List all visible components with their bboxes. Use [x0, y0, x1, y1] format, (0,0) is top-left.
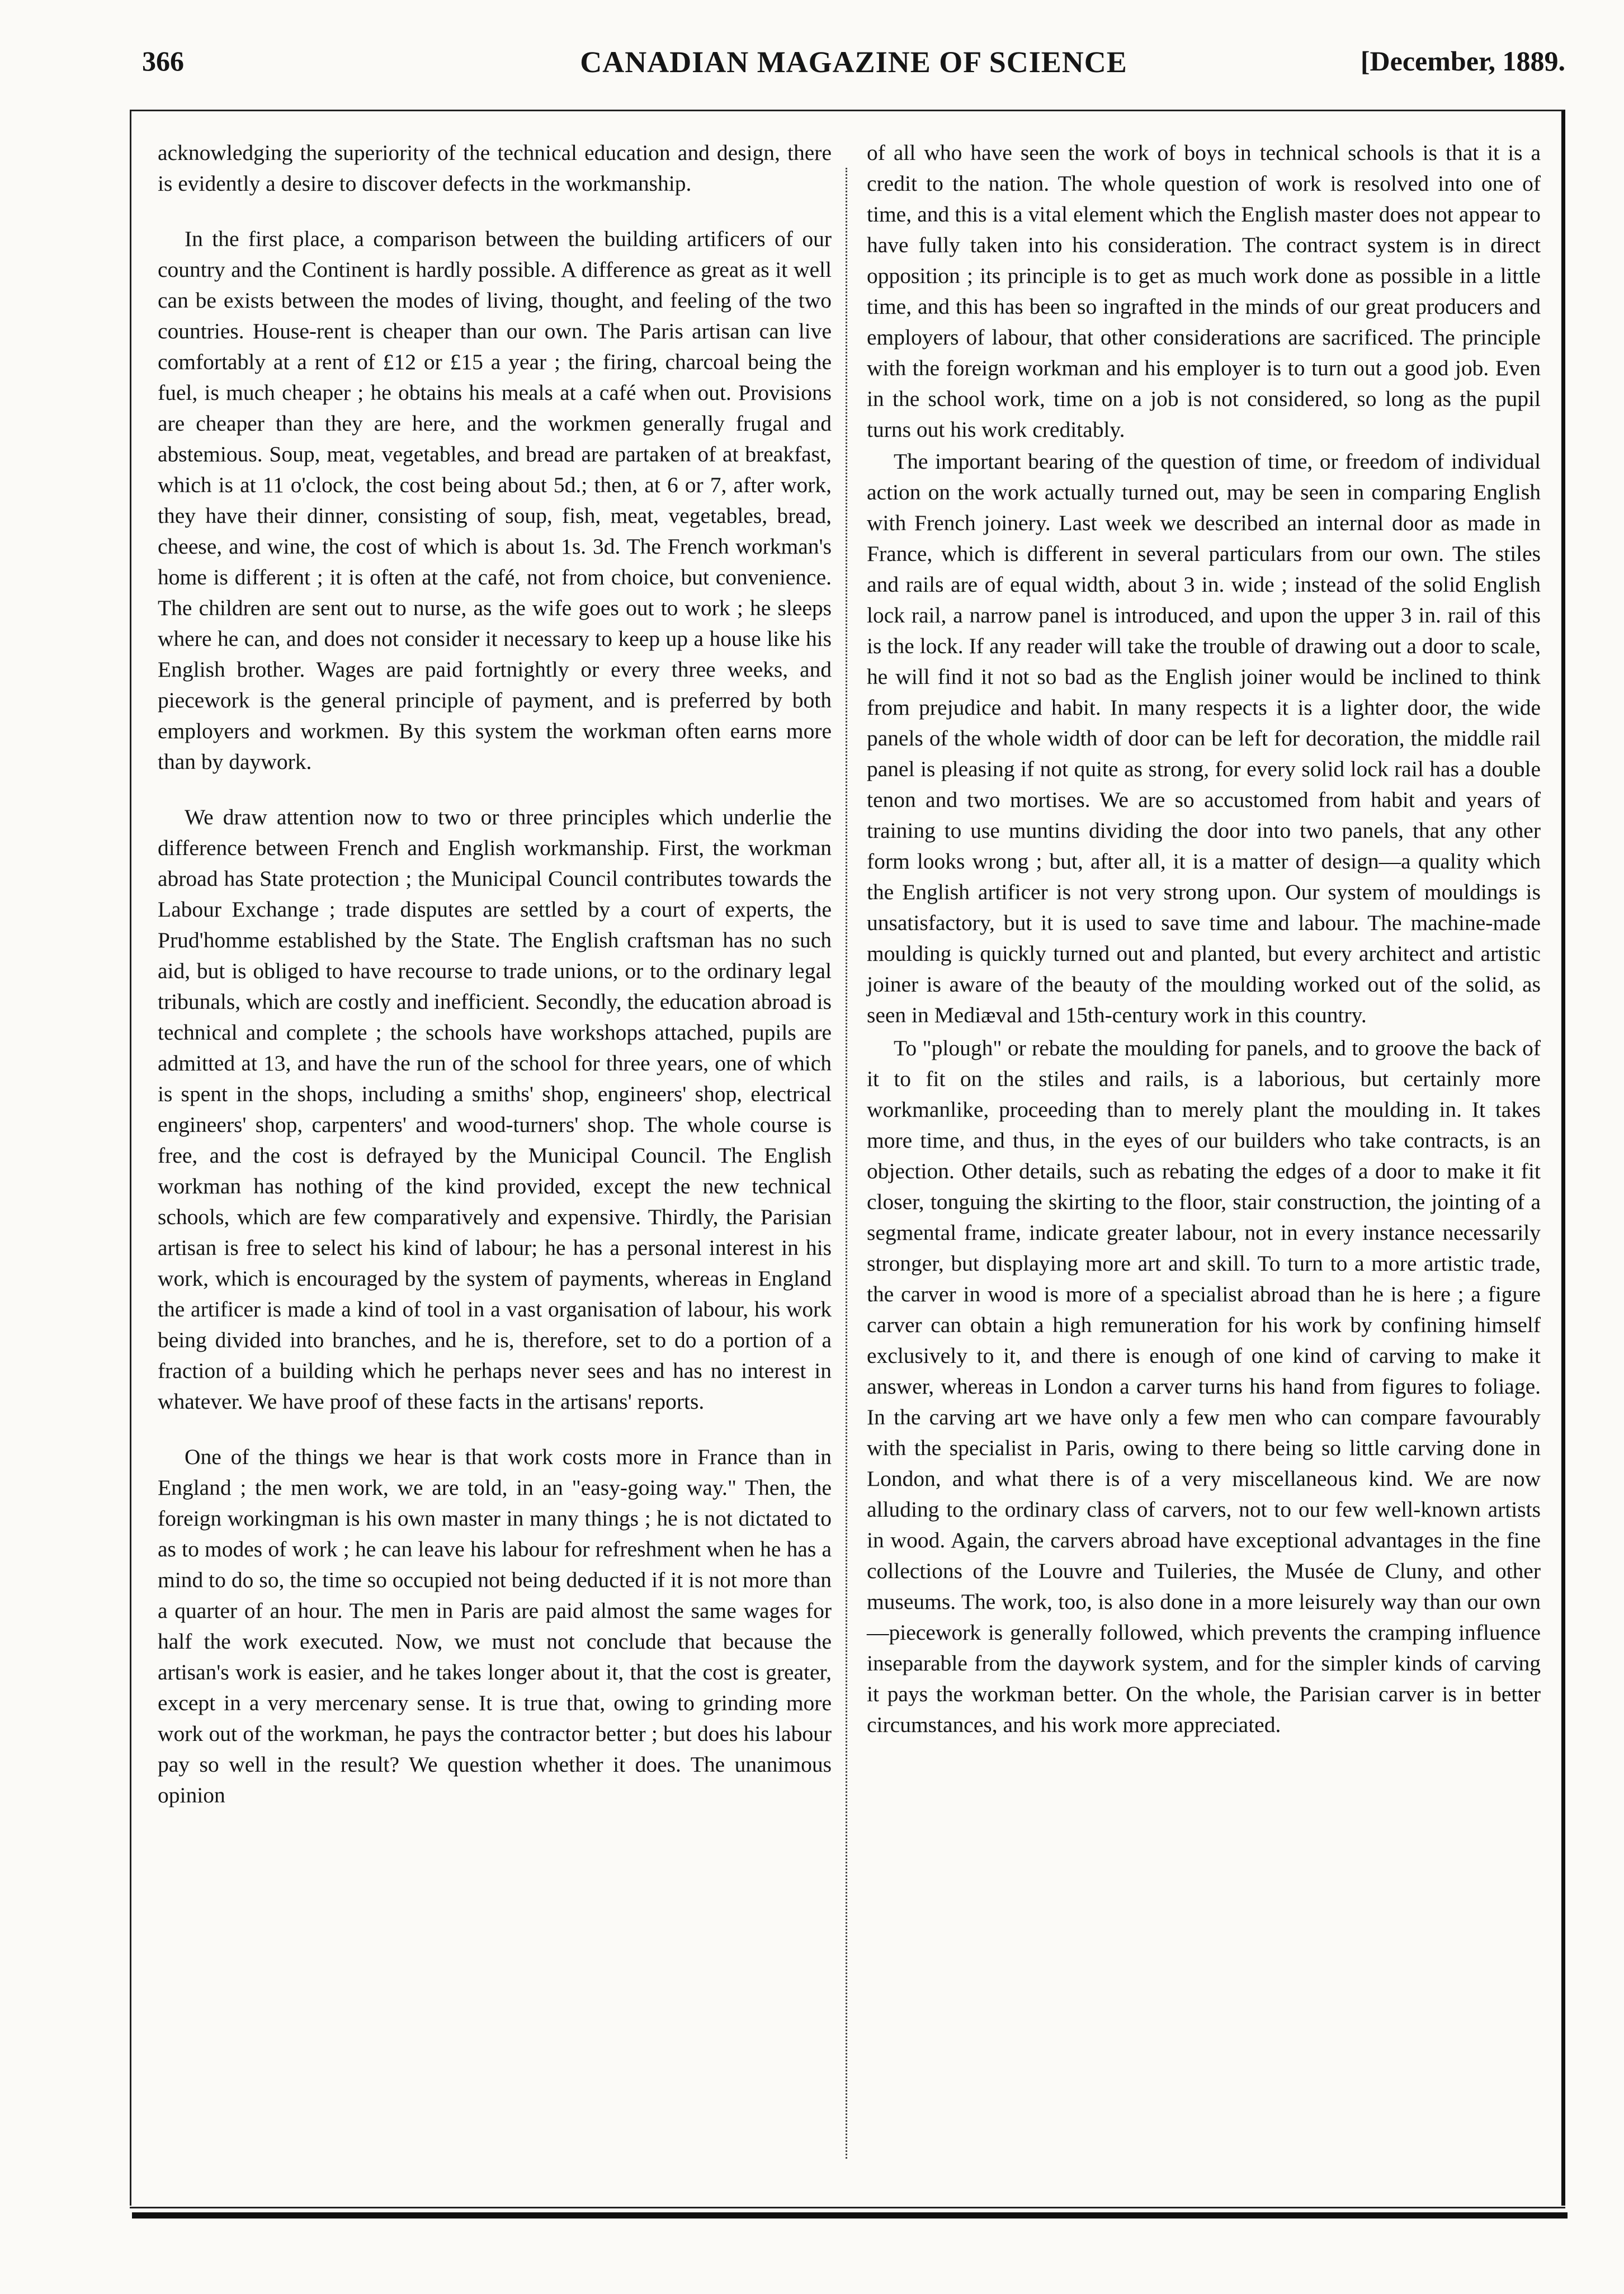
page-number: 366	[142, 45, 184, 77]
running-header	[142, 45, 1565, 84]
column-divider	[846, 168, 847, 2159]
bottom-rule-thick	[132, 2212, 1568, 2219]
paragraph: of all who have seen the work of boys in technical schools is that it is a credit to the nation. The whole question of work is resolved into one of time, and this is a vital element which the English master does not appear to have fully taken into his consideration. The contract system is in direct opposition ; its principle is to get as much work done as possible in a little time, and this has been so ingrafted in the minds of our great producers and employers of labour, that other considerations are sacrificed. The principle with the foreign workman and his employer is to turn out a good job. Even in the school work, time on a job is not considered, so long as the pupil turns out his work creditably.	[867, 140, 1541, 442]
issue-date: [December, 1889.	[1360, 45, 1565, 77]
right-column	[867, 138, 1541, 1740]
left-column	[158, 138, 832, 1811]
paragraph: We draw attention now to two or three principles which underlie the difference between French and English workmanship. First, the workman abroad has State protection ; the Municipal Council contributes towards the Labour Exchange ; trade disputes are settled by a court of experts, the Prud'homme established by the State. The English craftsman has no such aid, but is obliged to have recourse to trade unions, or to the ordinary legal tribunals, which are costly and inefficient. Secondly, the education abroad is technical and complete ; the schools have workshops attached, pupils are admitted at 13, and have the run of the school for three years, one of which is spent in the shops, including a smiths' shop, engineers' shop, electrical engineers' shop, carpenters' and wood-turners' shop. The whole course is free, and the cost is defrayed by the Municipal Council. The English workman has nothing of the kind provided, except the new technical schools, which are few comparatively and expensive. Thirdly, the Parisian artisan is free to select his kind of labour; he has a personal interest in his work, which is encouraged by the system of payments, whereas in England the artificer is made a kind of tool in a vast organisation of labour, his work being divided into branches, and he is, therefore, set to do a portion of a fraction of a building which he perhaps never sees and has no interest in whatever. We have proof of these facts in the artisans' reports.	[158, 805, 832, 1414]
magazine-title: CANADIAN MAGAZINE OF SCIENCE	[580, 45, 1127, 79]
paragraph: To "plough" or rebate the moulding for panels, and to groove the back of it to fit on the stiles and rails, is a laborious, but certainly more workmanlike, proceeding than to merely plant the moulding in. It takes more time, and thus, in the eyes of our builders who take contracts, is an objection. Other details, such as rebating the edges of a door to make it fit closer, tonguing the skirting to the floor, stair construction, the jointing of a segmental frame, indicate greater labour, not in every instance necessarily stronger, but displaying more art and skill. To turn to a more artistic trade, the carver in wood is more of a specialist abroad than he is here ; a figure carver can obtain a high remuneration for his work by confining himself exclusively to it, and there is enough of one kind of carving to make it answer, whereas in London a carver turns his hand from figures to foliage. In the carving art we have only a few men who can compare favourably with the specialist in Paris, owing to there being so little carving done in London, and what there is of a very miscellaneous kind. We are now alluding to the ordinary class of carvers, not to our few well-known artists in wood. Again, the carvers abroad have exceptional advantages in the fine collections of the Louvre and Tuileries, the Musée de Cluny, and other museums. The work, too, is also done in a more leisurely way than our own—piecework is generally followed, which prevents the cramping influence inseparable from the daywork system, and for the simpler kinds of carving it pays the workman better. On the whole, the Parisian carver is in better circumstances, and his work more appreciated.	[867, 1036, 1541, 1737]
paragraph: The important bearing of the question of time, or freedom of individual action on the work actually turned out, may be seen in comparing English with French joinery. Last week we described an internal door as made in France, which is different in several particulars from our own. The stiles and rails are of equal width, about 3 in. wide ; instead of the solid English lock rail, a narrow panel is introduced, and upon the upper 3 in. rail of this is the lock. If any reader will take the trouble of drawing out a door to scale, he will find it not so bad as the English joiner would be inclined to think from prejudice and habit. In many respects it is a lighter door, the wide panels of the whole width of door can be left for decoration, the middle rail panel is pleasing if not quite as strong, for every solid lock rail has a double tenon and two mortises. We are so accustomed from habit and years of training to use muntins dividing the door into two panels, that any other form looks wrong ; but, after all, it is a matter of design—a quality which the English artificer is not very strong upon. Our system of mouldings is unsatisfactory, but it is used to save time and labour. The machine-made moulding is quickly turned out and planted, but every architect and artistic joiner is aware of the beauty of the moulding worked out of the solid, as seen in Mediæval and 15th-century work in this country.	[867, 449, 1541, 1027]
bottom-rule-thin	[130, 2207, 1565, 2208]
paragraph: One of the things we hear is that work costs more in France than in England ; the men work, we are told, in an "easy-going way." Then, the foreign workingman is his own master in many things ; he is not dictated to as to modes of work ; he can leave his labour for refreshment when he has a mind to do so, the time so occupied not being deducted if it is not more than a quarter of an hour. The men in Paris are paid almost the same wages for half the work executed. Now, we must not conclude that because the artisan's work is easier, and he takes longer about it, that the cost is greater, except in a very mercenary sense. It is true that, owing to grinding more work out of the workman, he pays the contractor better ; but does his labour pay so well in the result? We question whether it does. The unanimous opinion	[158, 1445, 832, 1807]
paragraph: In the first place, a comparison between the building artificers of our country and the Continent is hardly possible. A difference as great as it well can be exists between the modes of living, thought, and feeling of the two countries. House-rent is cheaper than our own. The Paris artisan can live comfortably at a rent of £12 or £15 a year ; the firing, charcoal being the fuel, is much cheaper ; he obtains his meals at a café when out. Provisions are cheaper than they are here, and the workmen generally frugal and abstemious. Soup, meat, vegetables, and bread are partaken of at breakfast, which is at 11 o'clock, the cost being about 5d.; then, at 6 or 7, after work, they have their dinner, consisting of soup, fish, meat, vegetables, bread, cheese, and wine, the cost of which is about 1s. 3d. The French workman's home is different ; it is often at the café, not from choice, but convenience. The children are sent out to nurse, as the wife goes out to work ; he sleeps where he can, and does not consider it necessary to keep up a house like his English brother. Wages are paid fortnightly or every three weeks, and piecework is the general principle of payment, and is preferred by both employers and workmen. By this system the workman often earns more than by daywork.	[158, 226, 832, 774]
paragraph: acknowledging the superiority of the technical education and design, there is evidently a desire to discover defects in the workmanship.	[158, 140, 832, 196]
